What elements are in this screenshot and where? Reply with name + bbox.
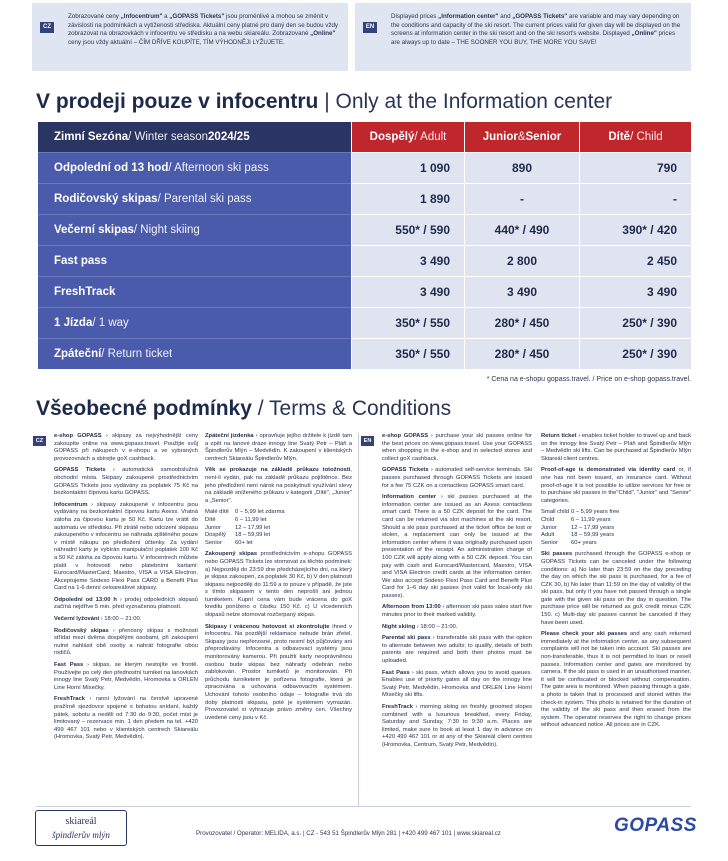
terms-paragraph [54,628,198,658]
heading-bold: V prodeji pouze v infocentru [36,90,319,113]
terms-text: › skipas, se kterým nestojíte ve frontě. Používejte po celý den přednostní turniket na lanovkách innogy line Svatý Petr, Medvědín, Hromovka a ORLEN Line Horní Mísečky. [54,662,198,691]
ticket-name-en: / Parental ski pass [157,193,252,205]
age-row [205,517,352,525]
banner-bold: „Online" [310,30,336,38]
language-tag-cz: CZ [33,436,46,446]
age-range: 0 – 5,99 years free [571,509,620,516]
terms-text: › skipasy zakoupené v infocentru jsou vydávány na bezkontaktní čipovou kartu Axess. Vratná záloha za čipovou kartu je 50 Kč. Kartu lze vrátit do automatu ve středisku. Při ztrátě nebo odcizení skipasu zakoupeného v infocentru se náhrada zjištěného pouze v místě nákupu po předložení účtenky. Za vydání náhradní karty je vybírán manipulační poplatek 100 Kč a 50 Kč záloha za čipovou kartu. V infocentrech můžete platit v hotovosti nebo platebními kartami: Eurocard/MasterCard, Maestro, VISA a VISA Electron. Akceptujeme Sodexo Flexi Pass CARD a Benefit Plus Card na 1-6 denní celoareálové skipasy. [54,501,198,592]
ticket-name-cz: Fast pass [54,255,108,267]
terms-text: › ski pass, which allows you to avoid queues. Enables use of priority gates all day on the innogy line Svatý Petr, Medvědín, Hromovka and ORLEN Line Horní Mísečky ski lifts. [382,669,532,699]
terms-paragraph [54,597,198,612]
price-row [38,183,691,214]
terms-paragraph [541,467,691,505]
terms-text: or, if one has not been issued, an insurance card. Without proof-of-age it is not possible to utilize services for free or to purchase ski passes in the"Child", "Junior" and "Senior" categories. [541,467,691,504]
header-adult-cz: Dospělý [369,131,415,143]
terms-text: and any cash returned immediately at the information center, as any subsequent complaints will not be taken into account. Ski passes are non-transferable, thus it is not permitted to loan or resell passes. Information center and gates are monitored by camera. If the ski pass is used in an unauthorised manner, it will be confiscated or blocked without compensation. The gate area is monitored. When passing through a gate, a photo is taken that is processed and stored within the check-in system. This photo is retained for the duration of the validity of the ski pass and then erased from the system. The operator reserves the right to change prices without advanced notice. All prices are in CZK. [541,631,691,729]
banner-text: Zobrazované ceny [68,13,121,20]
age-categories [205,509,352,547]
ticket-name [38,338,351,369]
terms-text: , není-li vydán, pak na základě průkazu pojištěnce. Bez jeho předložení není nárok na poskytnutí využívání slevy na základě sníženého průkazu v kategorii „Dítě", „Junior" a „Senior". [205,467,352,504]
age-range: 12 – 17,99 years [571,524,615,531]
ticket-name [38,214,351,245]
terms-text: › 18:00 – 21:00. [99,616,142,623]
terms-text: › purchase your ski passes online for the best prices on www.gopass.travel. Use your GOPASS when shopping in the e-shop and in selected stores and collect goX cashback. [382,433,532,462]
price-child: 250* / 390 [580,338,691,369]
heading-light: / Terms & Conditions [251,397,452,420]
terms-text: › transferable ski pass with the option to alternate between two adults; to qualify, details of both parents are required and both their photos must be uploaded. [382,635,533,665]
header-season-cz: Zimní Sezóna [54,131,129,143]
terms-text: › skipasy za nejvýhodnější ceny zakoupíte online na www.gopass.travel. Použijte svůj GOPASS při nákupech v e-shopu a ve vybraných provozovnách a sbírejte goX cashback. [54,433,198,462]
terms-bold: FreshTrack [54,696,85,703]
footer-divider [36,806,691,807]
terms-text: › automatická samoobslužná obchodní místa. Skipasy zakoupené prostřednictvím GOPASS Tickets jsou vydávány za poplatek 75 Kč na bezkontaktní čipovou kartu GOPASS. [54,467,198,497]
ticket-name-en: / Night skiing [133,224,200,236]
language-tag-cz: CZ [40,22,54,33]
terms-paragraph [54,616,198,624]
terms-bold: e-shop GOPASS [382,433,429,439]
age-row [541,532,691,540]
age-row [541,517,691,525]
terms-paragraph [382,604,532,619]
terms-text: › 18:00 – 21:00. [415,623,458,630]
terms-text: purchased through the GOPASS e-shop or GOPASS Tickets can be canceled under the following conditions: a) No later than 23:59 on the day preceding the day on which the ski pass is purchased, for a fee of CZK 30, b) No later than 11:59 on the day of validity of the ski pass, but only if you have not passed through a single gate with the given ski pass on the day in question. The purchase price will be returned as goX credit minus CZK 150. c) Multi-day ski passes cannot be canceled if they have been used. [541,551,691,626]
header-junior-cz: Junior [482,131,518,143]
terms-text: › morning skiing on freshly groomed slopes combined with a luxurious breakfast, every Friday, Saturday and Sunday, 7:30 to 9:30 a.m. Places are limited, make sure to book at least 1 day in advance on +420 499 467 101 or at any of the Skiareál client centres (Hromovka, Centrum, Svatý Petr, Medvědín). [382,704,532,748]
terms-paragraph [54,502,198,593]
section-heading-terms [36,396,451,422]
terms-bold: Rodičovský skipas [54,627,109,634]
terms-bold: Večerní lyžování [54,616,100,623]
age-range: 18 – 59,99 years [571,532,615,539]
terms-bold: Please check your ski passes [541,631,628,638]
terms-text: › ski passes purchased at the information center are issued as an Axess contactless smart card. There is a 50 CZK deposit for the card. The card can be returned via slot machines at the ski resort. Should a ski pass purchased at the ticket office be lost or stolen, a replacement can only be issued at the information center where it was originally purchased upon presentation of the receipt. An administration charge of 100 CZK will apply along with a 50 CZK deposit. You can pay with cash and Eurocard/Mastercard, Maestro, VISA and VISA Electron credit cards at the information center. We also accept Sodexo Flexi Pass Card and Benefit Plus Card for 1–6 day ski passes (not valid for local-only ski passes). [382,494,532,599]
terms-bold: GOPASS Tickets [54,467,106,474]
age-category: Senior [541,539,558,546]
ticket-name [38,245,351,276]
terms-bold: Odpolední od 13:00 h [54,596,117,603]
price-row [38,338,691,369]
notice-banner-cz [32,3,348,71]
header-season-year: 2024/25 [208,131,250,143]
price-table-header [38,122,691,152]
age-category: Dítě [205,516,216,523]
skiareal-logo [35,810,127,846]
price-junior: 280* / 450 [465,307,579,338]
age-range: 60+ let [235,539,253,546]
terms-bold: Skipasy i vrácenou hotovost si zkontrolujte [205,623,330,630]
price-adult: 350* / 550 [352,307,464,338]
terms-bold: Fast Pass [54,662,84,669]
price-junior: 280* / 450 [465,338,579,369]
terms-paragraph [541,433,691,463]
banner-bold: „Information center" [438,13,499,20]
terms-bold: Zakoupený skipas [205,551,258,558]
terms-en-col2 [541,433,691,734]
price-row [38,307,691,338]
terms-bold: FreshTrack [382,704,413,710]
ticket-name-cz: FreshTrack [54,286,116,298]
terms-bold: Parental ski pass [382,635,431,642]
terms-paragraph [541,631,691,730]
ticket-name-cz: Zpáteční [54,348,102,360]
price-junior: 3 490 [465,276,579,307]
terms-bold: GOPASS Tickets [382,467,429,474]
section-heading-sale [36,89,612,115]
terms-bold: Infocentrum [54,501,88,508]
banner-text: Displayed prices [391,13,439,20]
logo-line1: skiareál [65,816,97,827]
age-category: Dospělý [205,532,226,539]
age-range: 0 – 5,99 let zdarma [235,509,285,516]
age-category: Child [541,516,555,523]
ticket-name [38,307,351,338]
terms-paragraph [382,670,532,700]
language-tag-en: EN [363,22,377,33]
notice-banner-en [355,3,691,71]
banner-bold: „Online" [631,30,657,38]
banner-text: and [498,13,513,20]
ticket-name [38,276,351,307]
language-tag-en: EN [361,436,374,446]
ticket-name-cz: 1 Jízda [54,317,93,329]
logo-line2: špindlerův mlýn [52,830,110,840]
terms-paragraph [205,551,352,619]
price-adult: 550* / 590 [352,214,464,245]
banner-bold: „Infocentrum" [120,13,163,20]
banner-text: a [162,13,170,20]
terms-paragraph [54,433,198,463]
price-child: 2 450 [580,245,691,276]
ticket-name-cz: Odpolední od 13 hod [54,162,169,174]
terms-paragraph [205,624,352,723]
terms-text: › přenosný skipas s možností střídat mezi dvěma dospělými osobami, při zakoupení nutné nahlásit obě osoby a nahrát fotografie obou rodičů. [54,627,198,657]
header-child-en: / Child [630,131,663,143]
heading-bold: Všeobecné podmínky [36,397,252,420]
age-range: 6 – 11,99 let [235,516,267,523]
price-row [38,276,691,307]
age-row [205,509,352,517]
ticket-name [38,183,351,214]
banner-bold: „GOPASS Tickets" [169,13,225,20]
terms-bold: Fast Pass [382,669,410,676]
header-adult-en: / Adult [414,131,447,143]
terms-paragraph [54,696,198,742]
terms-bold: Night skiing [382,623,416,630]
terms-bold: Věk se prokazuje na základě průkazu totožnosti [205,467,351,474]
price-child: 390* / 420 [580,214,691,245]
header-junior-en: Senior [525,131,562,143]
age-row [205,532,352,540]
header-season [38,122,351,152]
age-category: Junior [541,524,557,531]
banner-text: are variable and may vary depending on the conditions and capacity of the ski resort. The current prices valid for given day will be displayed on the screens at information center in the ski resort and on the ski resort's website. Displayed [391,13,681,38]
terms-paragraph [382,467,532,490]
terms-paragraph [382,704,532,750]
operator-info: Provozovatel / Operator: MELIDA, a.s. | CZ - 543 51 Špindlerův Mlýn 281 | +420 499 467 101 | www.skiareal.cz [196,830,501,837]
price-row [38,245,691,276]
age-row [541,509,691,517]
price-child: - [580,183,691,214]
price-child: 250* / 390 [580,307,691,338]
ticket-name-cz: Rodičovský skipas [54,193,158,205]
age-category: Senior [205,539,222,546]
banner-bold: „GOPASS Tickets" [512,13,568,20]
banner-text: prices are always up to date – THE SOONER YOU BUY, THE MORE YOU SAVE! [391,30,676,46]
terms-bold: Afternoon from 13:00 [382,604,441,611]
ticket-name-en: / Return ticket [101,348,173,360]
terms-bold: e-shop GOPASS [54,433,102,439]
ticket-name-en: / Afternoon ski pass [168,162,269,174]
terms-bold: Zpáteční jízdenka [205,433,254,439]
terms-text: › ranní lyžování na čerstvě upravené pražírně sjezdovce spojené s bohatou snídaní, každý pátek, sobotu a neděli od 7:30 do 9:30, počet míst je limitovaný – rezervace min. 1 den předem na tel. +420 499 467 101 nebo v klientských centrech Skiareálu (Hromovka, Svatý Petr, Medvědín). [54,696,198,741]
price-adult: 3 490 [352,276,464,307]
terms-bold: Proof-of-age is demonstrated via identity card [541,467,676,474]
age-row [205,540,352,548]
terms-text: ihned v infocentru. Na pozdější reklamace nebude brán zřetel. Skipasy jsou nepřenosné, proto nesmí být půjčovány ani přeprodávány. Infocentra a odbavovací systémy jsou monitorovány kamerou. Při použití karty neoprávněnou osobou bude skipas bez náhrady odebrán nebo zablokován. Prostor turniketů je monitorován. Při průchodu turniketem je pořízena fotografie, která je zpracována a uchována odbavovacím systémem. Uchování tohoto osobního údaje – fotografie trvá do doby platnosti skipasu, poté je systémem vymazán. Provozovatel si vyhrazuje právo změny cen. Všechny uvedené ceny jsou v Kč. [205,623,352,721]
header-junior [465,122,579,152]
age-range: 12 – 17,99 let [235,524,271,531]
terms-paragraph [541,551,691,627]
price-junior: - [465,183,579,214]
terms-paragraph [205,467,352,505]
terms-cz-col2 [205,433,352,726]
header-season-en: / Winter season [128,131,209,143]
age-categories [541,509,691,547]
price-table [38,122,691,369]
age-row [205,525,352,533]
terms-paragraph [382,624,532,632]
terms-bold: Ski passes [541,551,573,558]
terms-paragraph [205,433,352,463]
terms-paragraph [54,467,198,497]
age-row [541,525,691,533]
gopass-logo: GOPASS [614,815,697,836]
age-range: 60+ years [571,539,597,546]
banner-text: jsou proměnlivé a mohou se změnit v závislosti na podmínkách a vytíženosti střediska. Aktuální ceny platné pro daný den se budou vždy zobrazovat na obrazovkách v infocentru ve středisku a na webu skiareálu. Zobrazované [68,13,338,38]
price-junior: 2 800 [465,245,579,276]
terms-cz-col1 [54,433,198,746]
terms-text: prostřednictvím e-shopu GOPASS nebo GOPASS Tickets lze stornovat za těchto podmínek: a) Nejpozději do 23:59 dne předcházejícího dni, na který je skipas zakoupen, za poplatek 30 Kč, b) V den platnosti skipasu nejpozději do 11:59 a to pouze v případě, že jste s tímto skipasem v tento den neprošli ani jednou turniketem. Kupní cena vám bude vrácena do goX kreditu poníženo o částku 150 Kč. c) U vícedenních skipasů nelze stornovat rozčerpaný skipas. [205,551,352,619]
price-row [38,214,691,245]
terms-bold: Return ticket [541,433,577,439]
header-adult [352,122,464,152]
ticket-name [38,152,351,183]
price-row [38,152,691,183]
price-adult: 1 090 [352,152,464,183]
column-divider [358,433,359,807]
price-junior: 440* / 490 [465,214,579,245]
price-adult: 1 890 [352,183,464,214]
price-child: 790 [580,152,691,183]
terms-paragraph [382,494,532,600]
ticket-name-en: / 1 way [92,317,129,329]
heading-light: | Only at the Information center [318,90,613,113]
header-child-cz: Dítě [608,131,631,143]
age-range: 18 – 59,99 let [235,532,271,539]
terms-text: › prodej odpoledních skipasů začíná nejdříve 5 min. před vyznačenou platností. [54,596,198,611]
terms-text: › afternoon ski pass sales start five minutes prior to their marked validity. [382,604,533,619]
terms-bold: Information center [382,494,437,501]
terms-text: › opravňuje jejího držitele k jízdě tam a zpět na lanové dráze innogy line Svatý Petr – Pláň a Špindlerův Mlýn – Medvědín. K zakoupení v klientských centrech Skiareálu Špindlerův Mlýn. [205,433,352,462]
banner-text: ceny jsou vždy aktuální – ČÍM DŘÍVE KOUPÍTE, TÍM VÝHODNĚJI LYŽUJETE. [68,38,285,46]
header-child [580,122,691,152]
age-row [541,540,691,548]
ticket-name-cz: Večerní skipas [54,224,134,236]
age-range: 6 – 11,99 years [571,516,611,523]
age-category: Adult [541,532,555,539]
price-footnote: * Cena na e-shopu gopass.travel. / Price on e-shop gopass.travel. [486,376,691,383]
price-adult: 350* / 550 [352,338,464,369]
price-child: 3 490 [580,276,691,307]
age-category: Small child [541,509,570,516]
age-category: Junior [205,524,221,531]
terms-text: › automated self-service terminals. Ski passes purchased through GOPASS Tickets are issued for a fee 75 CZK on a contactless GOPASS smart card. [382,467,533,489]
terms-paragraph [382,433,532,463]
header-junior-amp: & [517,131,526,143]
terms-en-col1 [382,433,532,754]
age-category: Malé dítě [205,509,229,516]
price-adult: 3 490 [352,245,464,276]
terms-paragraph [54,662,198,692]
price-junior: 890 [465,152,579,183]
terms-paragraph [382,635,532,665]
terms-text: › enables ticket holder to travel up and back on the innogy line Svatý Petr – Pláň and Špindlerův Mlýn – Medvědín ski lifts. Can be purchased at Špindlerův Mlýn Skiareál client centres. [541,433,691,462]
